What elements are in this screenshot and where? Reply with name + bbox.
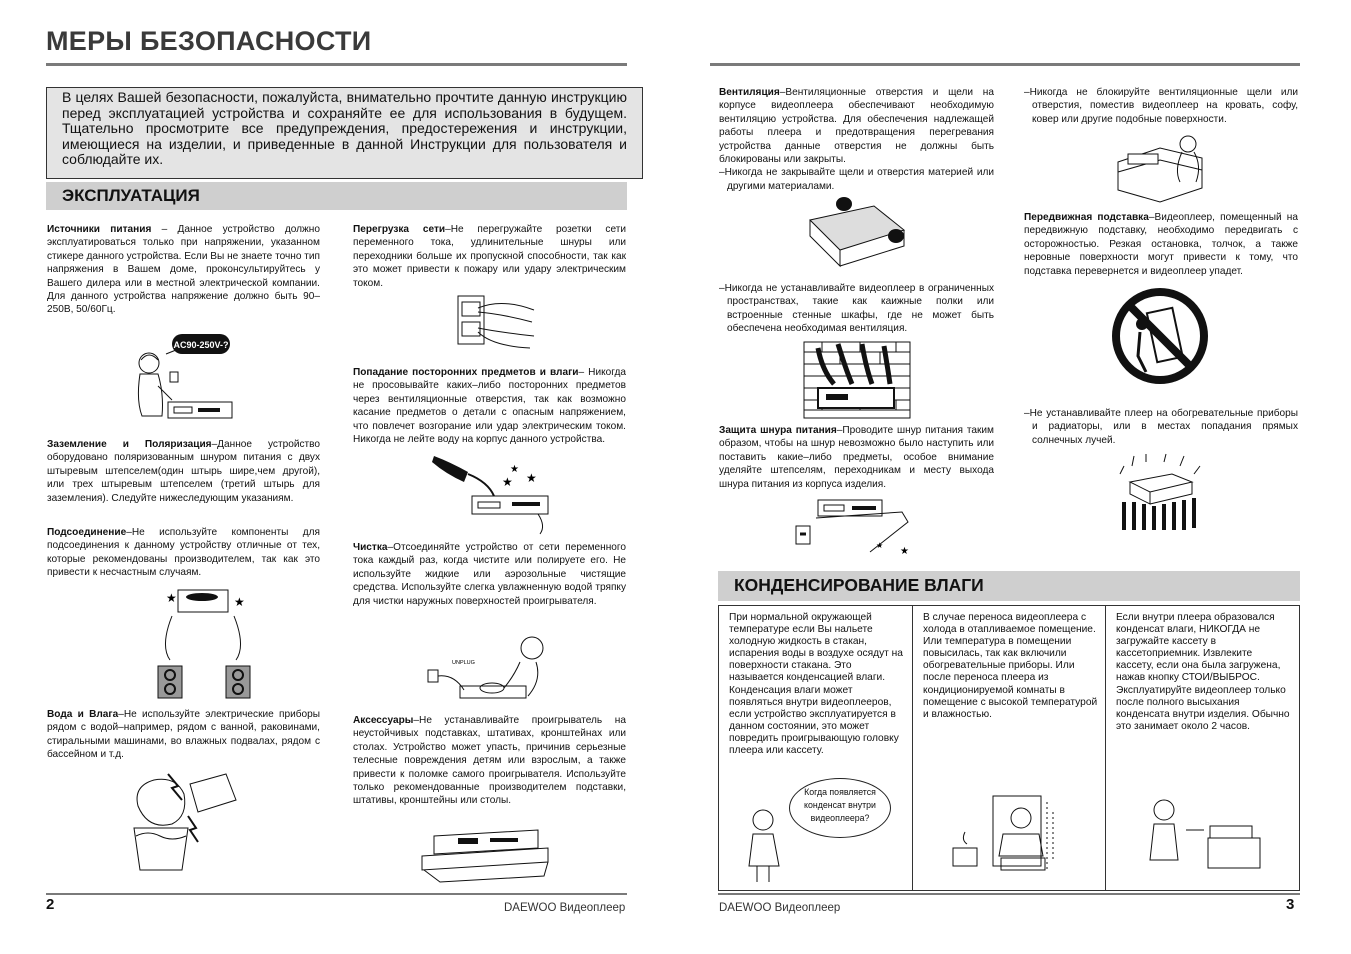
water-paragraph xyxy=(47,708,320,762)
cloth-illustration xyxy=(804,194,908,276)
liquid-illustration xyxy=(428,452,554,536)
page-number-left: 2 xyxy=(46,896,55,913)
voltage-label: AC90-250V-? xyxy=(173,340,229,350)
brand-left: DAEWOO Видеоплеер xyxy=(504,902,626,914)
sofa-illustration xyxy=(1110,132,1206,204)
footer-rule-left xyxy=(46,893,627,895)
vent-item-confined: –Никогда не устанавливайте видеоплеер в ограниченных пространствах, такие как каижные полки или встроенные стенные шкафы, где не может быть обеспечена необходимая вентиляция. xyxy=(719,283,994,335)
condensation-text-3: Если внутри плеера образовался конденсат влаги, НИКОГДА не загружайте кассету в кассетоприемник. Извлеките кассету, если она была загружена, нажав кнопку СТОИ/ВЫБРОС. Эксплуатируйте видеоплеер только после полного высыхания конденсата внутри изделия. Обычно это занимает около 2 часов. xyxy=(1116,612,1290,732)
cleaning-text: –Отсоединяйте устройство от сети переменного тока каждый раз, когда чистите или полируете его. Не используйте жидкие или аэрозольные чистящие средства. Используйте слегка увлажненную водой тряпку для чистки наружных поверхностей проигрывателя. xyxy=(353,542,626,607)
ventilation-paragraph xyxy=(719,86,994,193)
unplug-label: UNPLUG xyxy=(452,660,475,666)
accessories-paragraph xyxy=(353,714,626,808)
section-header-operation xyxy=(46,182,627,210)
ground-title: Заземление и Поляризация xyxy=(47,439,212,450)
ground-paragraph xyxy=(47,438,320,505)
svg-text:★: ★ xyxy=(900,546,909,556)
cart-title: Передвижная подставка xyxy=(1024,212,1149,223)
cord-paragraph xyxy=(719,424,994,491)
intro-box: В целях Вашей безопасности, пожалуйста, внимательно прочтите данную инструкцию перед эксплуатацией устройства и сохраняйте ее для использования в будущем. Тщательно просмотрите все предупреждения, предостережения и инструкции, имеющиеся на изделии, и приведенные в данной Инструкции для пользователя и соблюдайте их. xyxy=(46,87,643,179)
title-rule-right xyxy=(710,63,1300,66)
cleaning-paragraph xyxy=(353,541,626,608)
overload-text: –Не перегружайте розетки сети переменного тока, удлинительные шнуры или переходники больше их пропускной способности, так как это может привести к пожару или удару электрическим током. xyxy=(353,224,626,289)
water-title: Вода и Влага xyxy=(47,709,119,720)
objects-text: – Никогда не просовывайте каких–либо посторонних предметов через вентиляционные отверстия, так как возможно касание предметов о детали с опасным напряжением, что повлечет возгорание или удар электрическим током. Никогда не лейте воду на корпус данного устройства. xyxy=(353,367,626,446)
svg-text:★: ★ xyxy=(526,471,537,485)
page-title: МЕРЫ БЕЗОПАСНОСТИ xyxy=(46,26,372,56)
speakers-illustration xyxy=(150,586,256,702)
power-title: Источники питания xyxy=(47,224,152,235)
power-illustration xyxy=(132,330,242,422)
power-text: – Данное устройство должно эксплуатироваться только при напряжении, указанном стикере данного устройства. Если Вы не знаете точно тип напряжения в Вашем доме, проконсультируйтесь у Вашего дилера или в местной электрической компании. Для данного устройства напряжение должно быть 90–250В, 50/60Гц. xyxy=(47,224,320,316)
cord-text: –Проводите шнур питания таким образом, чтобы на шнур невозможно было наступить или поставить какие–либо предметы, особое внимание уделяйте штепселям, переходникам и месту выхода шнура питания из корпуса изделия. xyxy=(719,425,994,490)
svg-text:★: ★ xyxy=(510,464,519,475)
page-number-right: 3 xyxy=(1286,896,1295,913)
heat-item: –Не устанавливайте плеер на обогревательные приборы и радиаторы, или в местах попадания прямых солнечных лучей. xyxy=(1024,408,1298,446)
water-text: –Не используйте электрические приборы рядом с водой–например, рядом с ванной, раковинами, стиральными машинами, во влажных подвалах, рядом с бассейном и т.д. xyxy=(47,709,320,761)
section-header-condensation xyxy=(718,571,1300,601)
overload-paragraph xyxy=(353,223,626,290)
section-title: ЭКСПЛУАТАЦИЯ xyxy=(62,186,200,205)
condensation-text-1: При нормальной окружающей температуре если Вы нальете холодную жидкость в стакан, испарения воды в воздухе осядут на поверхности стакана. Это называется конденсацией влаги. Конденсация влаги может появляться внутри видеоплееров, если устройство эксплуатируется в данном состоянии, это может повредить проигрывающую головку плеера или кассету. xyxy=(729,612,903,757)
svg-text:★: ★ xyxy=(166,591,177,605)
cleaning-title: Чистка xyxy=(353,542,388,553)
confined-paragraph xyxy=(719,282,994,336)
speech-bubble xyxy=(789,778,891,838)
svg-text:★: ★ xyxy=(876,541,884,550)
condensation-table xyxy=(718,605,1300,891)
accessories-text: –Не устанавливайте проигрыватель на неустойчивых подставках, штативах, кронштейнах или столах. Устройство может упасть, причинив серьезные телесные повреждения детям или взрослым, а также привести к поломке самого проигрывателя. Используйте только рекомендованные производителем подставки, штативы, кронштейны или столы. xyxy=(353,715,626,807)
title-rule xyxy=(46,63,627,66)
objects-paragraph xyxy=(353,366,626,446)
svg-text:★: ★ xyxy=(502,475,513,489)
ground-text: –Данное устройство оборудовано поляризованным шнуром питания с двух штыревым штепселем(один штырь шире,чем другой), или трех штыревым штепселем (третий штырь для заземления). Следуйте нижеследующим указаниям. xyxy=(47,439,321,504)
connect-title: Подсоединение xyxy=(47,527,127,538)
ventilation-title: Вентиляция xyxy=(719,87,780,98)
connect-text: –Не используйте компоненты для подсоединения к данному устройству отличные от тех, которые рекомендованы производителем, так как это привести к несчастным случаям. xyxy=(47,527,320,579)
condensation-title: КОНДЕНСИРОВАНИЕ ВЛАГИ xyxy=(734,575,984,595)
heat-paragraph xyxy=(1024,407,1298,447)
shelf-illustration xyxy=(418,826,554,886)
condensation-cell-1 xyxy=(719,606,913,890)
cart-text: –Видеоплеер, помещенный на передвижную подставку, необходимо передвигать с осторожностью. Резкая остановка, толчок, а также неровные поверхности могут привести к тому, что подставка перевернется и видеоплеер упадет. xyxy=(1024,212,1298,277)
vent-item-cover: –Никогда не закрывайте щели и отверстия материей или другими материалами. xyxy=(719,167,994,192)
condensation-text-2: В случае переноса видеоплеера с холода в отапливаемое помещение. Или температура в помещении повысилась, так как включили обогревательные приборы. Или после переноса плеера из кондиционируемой комнаты в помещение с высокой температурой и влажностью. xyxy=(923,612,1098,720)
condensation-cell-3 xyxy=(1106,606,1299,890)
water-illustration xyxy=(128,766,238,874)
block-paragraph xyxy=(1024,86,1298,126)
cart-paragraph xyxy=(1024,211,1298,278)
power-paragraph xyxy=(47,223,320,317)
child-illustration xyxy=(745,806,785,884)
ventilation-text: –Вентиляционные отверстия и щели на корпусе видеоплеера обеспечивают необходимую вентиляцию устройства. Для обеспечения надлежащей работы плеера и предотвращения перегревания устройства данные отверстия не должны быть блокированы или закрыты. xyxy=(719,87,994,166)
accessories-title: Аксессуары xyxy=(353,715,414,726)
connect-paragraph xyxy=(47,526,320,580)
brand-right: DAEWOO Видеоплеер xyxy=(719,902,841,914)
svg-text:★: ★ xyxy=(234,595,245,609)
waiting-illustration xyxy=(1146,796,1266,872)
cord-illustration xyxy=(790,496,924,556)
cleaning-illustration xyxy=(424,628,554,706)
shelf-heat-illustration xyxy=(800,340,914,420)
cord-title: Защита шнура питания xyxy=(719,425,837,436)
bubble-text: Когда появляется конденсат внутри видеоплеера? xyxy=(804,787,876,823)
block-item: –Никогда не блокируйте вентиляционные щели или отверстия, поместив видеоплеер на кровать, софу, ковер или другие подобные поверхности. xyxy=(1024,87,1298,125)
overload-title: Перегрузка сети xyxy=(353,224,446,235)
radiator-illustration xyxy=(1110,452,1206,532)
objects-title: Попадание посторонних предметов и влаги xyxy=(353,367,579,378)
footer-rule-right xyxy=(718,893,1300,895)
room-illustration xyxy=(943,792,1073,882)
condensation-cell-2 xyxy=(913,606,1106,890)
cart-warning-icon xyxy=(1110,286,1210,386)
outlet-illustration xyxy=(452,292,538,352)
